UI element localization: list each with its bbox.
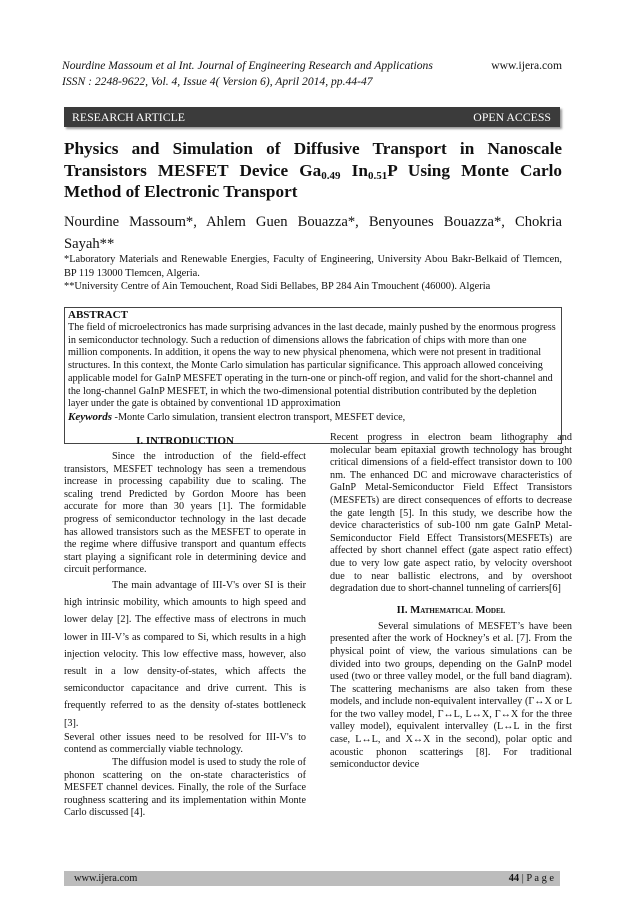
footer-url[interactable]: www.ijera.com xyxy=(74,873,138,884)
intro-paragraph-2: The main advantage of III-V's over SI is their high intrinsic mobility, which amounts to high speed and lower delay [2]. The effective mass of electrons in much lower in III-V’s as compared to Si, which results in a high injection velocity. This low effective mass, however, also result in a low density-of-states, which affects the semiconductor capacitance and drive current. This is frequently referred to as the density of-states bottleneck [3]. xyxy=(64,579,306,729)
research-article-label: RESEARCH ARTICLE xyxy=(72,110,186,124)
introduction-heading: I. INTRODUCTION xyxy=(136,435,234,447)
abstract-box xyxy=(64,307,562,444)
affiliations xyxy=(64,253,562,294)
journal-header xyxy=(62,58,562,90)
title-text-1: Physics and Simulation of Diffusive Transport in Nanoscale Transistors MESFET Device Ga xyxy=(64,139,562,180)
keywords-label: Keywords xyxy=(68,410,112,423)
section-title: Mathematical Model xyxy=(410,604,506,616)
citation-line-1: Nourdine Massoum et al Int. Journal of Engineering Research and Applications xyxy=(62,59,433,72)
intro-paragraph-3: Several other issues need to be resolved for III-V's to contend as commercially viable technology. xyxy=(64,731,306,756)
abstract-heading: ABSTRACT xyxy=(68,309,128,321)
title-text-2: In xyxy=(340,160,368,180)
journal-url[interactable]: www.ijera.com xyxy=(491,59,562,72)
citation-line-2: ISSN : 2248-9622, Vol. 4, Issue 4( Version 6), April 2014, pp.44-47 xyxy=(62,75,373,88)
abstract-body: The field of microelectronics has made surprising advances in the last decade, mainly pushed by the enormous progress in semiconductor technology. Such a reduction of dimensions allows the fabrication of chips with more than one million components. In addition, it opens the way to new physical phenomena, which were not present in traditional structures. In this context, the Monte Carlo simulation has particular significance. This approach allowed conceiving applicable model for GaInP MESFET operating in the turn-one or pinch-off region, and valid for the short-channel and the long-channel GaInP MESFET, in which the two-dimensional potential distribution contributed by the depletion layer under the gate is obtained by conventional 1D approximation xyxy=(68,322,556,410)
affiliation-1: *Laboratory Materials and Renewable Energies, Faculty of Engineering, University Abou Bakr-Belkaid of Tlemcen, BP 119 13000 Tlemcen, Algeria. xyxy=(64,254,562,279)
intro-paragraph-1: Since the introduction of the field-effect transistors, MESFET technology has seen a tremendous increase in processing capability due to scaling. The scaling trend Predicted by Gordon Moore has been accurate for more than 30 years [1]. The formidable progress of semiconductor technology in the last decade has allowed transistors such as the MESFET to operate in the regime where diffusive transport and quantum effects start playing a significant role in determining device and circuit performance. xyxy=(64,451,306,576)
left-column xyxy=(64,434,306,820)
paper-title xyxy=(64,138,562,203)
title-text-3: P Using Monte Carlo Method of Electronic Transport xyxy=(64,160,563,201)
page-label: | P a g e xyxy=(519,873,554,884)
keywords-text: -Monte Carlo simulation, transient electron transport, MESFET device, xyxy=(112,411,406,423)
title-subscript-1: 0.49 xyxy=(321,169,341,182)
article-type-banner xyxy=(64,107,560,127)
open-access-label: OPEN ACCESS xyxy=(473,110,551,124)
right-paragraph-1: Recent progress in electron beam lithography and molecular beam epitaxial growth technology has brought critical dimensions of a field-effect transistor down to 100 nm. The enhanced DC and microwave characteristics of GaInP Metal-Semiconductor Field Effect Transistors (MESFETs) are direct consequences of efforts to decrease the gate length [5]. In this study, we describe how the device characteristics of sub-100 nm gate GaInP Metal-Semiconductor Field Effect Transistors(MESFETs) are affected by short channel effect (gate aspect ratio effect) due to very low gate aspect ratio, by velocity overshoot due to near ballistic electrons, and by overshoot degradation due to short-channel tunneling of carriers[6] xyxy=(330,432,572,595)
intro-paragraph-4: The diffusion model is used to study the role of phonon scattering on the on-state characteristics of MESFET channel devices. Finally, the role of the Surface roughness scattering and its implementation within Monte Carlo discussed [4]. xyxy=(64,756,306,819)
author-list: Nourdine Massoum*, Ahlem Guen Bouazza*, Benyounes Bouazza*, Chokria Sayah** xyxy=(64,214,562,252)
page-number xyxy=(509,871,554,886)
mathematical-model-heading xyxy=(330,604,572,618)
keywords-line xyxy=(68,411,558,425)
affiliation-2: **University Centre of Ain Temouchent, Road Sidi Bellabes, BP 284 Ain Tmouchent (46000). Algeria xyxy=(64,281,491,293)
right-column xyxy=(330,432,572,772)
title-subscript-2: 0.51 xyxy=(367,169,388,182)
page-footer xyxy=(64,871,560,886)
right-paragraph-2: Several simulations of MESFET’s have been presented after the work of Hockney’s et al. [7]. From the physical point of view, the various simulations can be divided into two groups, depending on the GaInP model used (two or three valley model, or the full band diagram). The scattering mechanisms are also taken from these models, and include non-equivalent intervalley (Γ↔X or L for the two valley model, Γ↔L, L↔X, Γ↔X for the three valley model), equivalent intervalley (L↔L in the first case, L↔L, and X↔X in the second), polar optic and acoustic phonon scatterings [8]. For traditional semiconductor device xyxy=(330,620,572,771)
page-number-value: 44 xyxy=(508,873,520,884)
section-number: II. xyxy=(396,604,411,616)
